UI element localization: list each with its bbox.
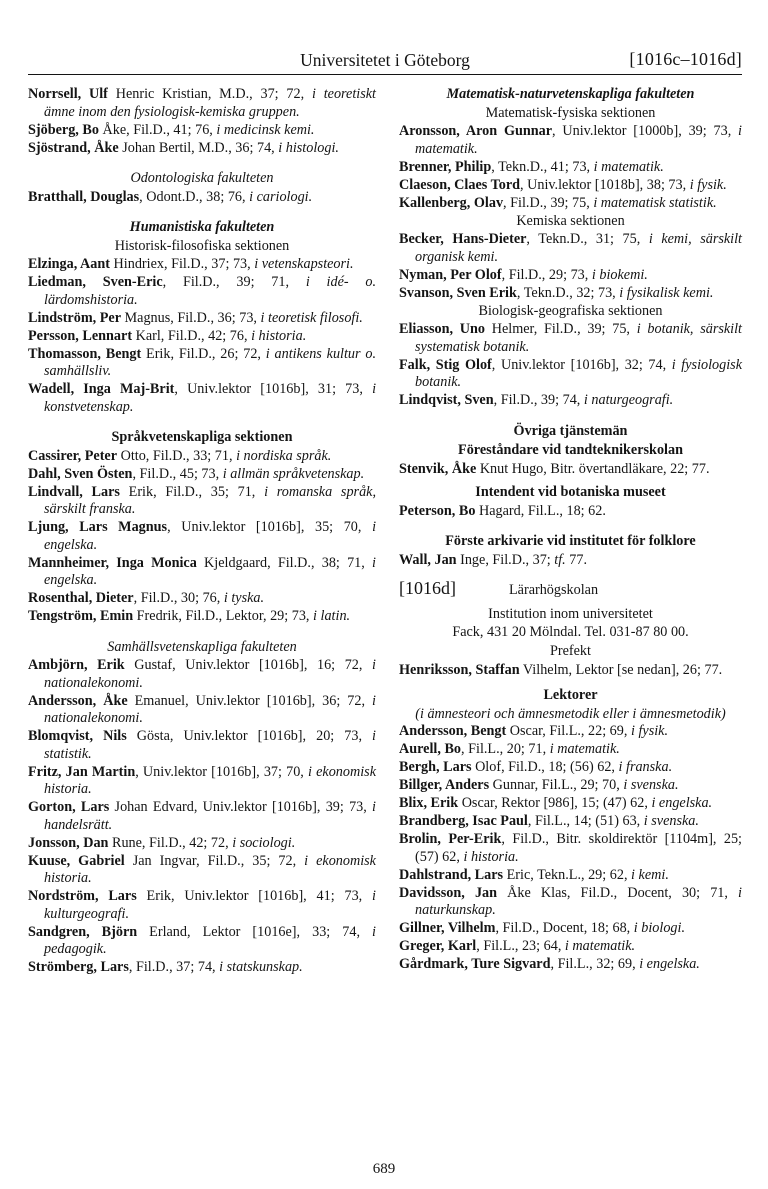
entry-name: Elzinga, Aant	[28, 256, 110, 272]
directory-entry	[399, 885, 742, 920]
directory-entry	[28, 346, 376, 381]
entry-details: Helmer, Fil.D., 39; 75,	[484, 321, 637, 337]
entry-details: Kjeldgaard, Fil.D., 38; 71,	[196, 554, 373, 571]
entry-name: Norrsell, Ulf	[28, 86, 108, 102]
entry-name: Gillner, Vilhelm	[399, 920, 496, 936]
directory-entry	[399, 461, 742, 479]
entry-details: , Fil.L., 20; 71,	[461, 741, 550, 757]
directory-entry	[399, 552, 742, 570]
entry-name: Dahl, Sven Östen	[28, 465, 133, 482]
directory-entry	[399, 321, 742, 356]
directory-entry	[28, 381, 376, 416]
entry-details: , Fil.D., Docent, 18; 68,	[495, 920, 634, 936]
entry-details: Inge, Fil.D., 37;	[456, 551, 555, 568]
entry-name: Dahlstrand, Lars	[399, 866, 504, 883]
directory-entry	[399, 920, 742, 938]
entry-details: Vilhelm, Lektor [se nedan], 26; 77.	[519, 661, 723, 678]
entry-subject: i biologi.	[633, 920, 686, 936]
directory-entry	[399, 392, 742, 410]
faculty-heading: Samhällsvetenskapliga fakulteten	[107, 638, 297, 655]
entry-subject: i medicinsk kemi.	[216, 121, 315, 138]
entry-subject: i konstvetenskap.	[44, 381, 377, 415]
entry-details: Eric, Tekn.L., 29; 62,	[503, 866, 632, 883]
directory-entry	[28, 835, 376, 853]
entry-subject: i sociologi.	[232, 834, 296, 851]
entry-name: Becker, Hans-Dieter	[399, 231, 527, 247]
entry-subject: i ekonomisk historia.	[44, 852, 376, 886]
entry-details: Oscar, Fil.L., 22; 69,	[506, 723, 631, 739]
directory-entry	[28, 140, 376, 158]
directory-entry	[28, 924, 376, 959]
entry-name: Gorton, Lars	[28, 799, 110, 815]
entry-details: Oscar, Rektor [986], 15; (47) 62,	[458, 795, 652, 811]
entry-subject: i nordiska språk.	[236, 447, 332, 464]
entry-subject: i nationalekonomi.	[44, 692, 376, 726]
entry-subject: i cariologi.	[249, 188, 313, 205]
entry-details: , Univ.lektor [1016b], 32; 74,	[491, 356, 672, 373]
entry-name: Tengström, Emin	[28, 608, 134, 624]
entry-subject: i allmän språkvetenskap.	[222, 465, 365, 482]
entry-group	[399, 662, 742, 680]
entry-details: , Fil.L., 23; 64,	[476, 938, 565, 954]
entry-subject: i antikens kultur o. samhällsliv.	[44, 345, 376, 379]
institution-name: Lärarhögskolan	[509, 582, 599, 598]
entry-subject: i kemi.	[631, 866, 669, 883]
section-heading: Kemiska sektionen	[516, 212, 625, 229]
institution-block	[399, 578, 742, 641]
directory-entry	[28, 189, 376, 207]
directory-entry	[399, 777, 742, 795]
directory-entry	[28, 122, 376, 140]
entry-name: Wadell, Inga Maj-Brit	[28, 381, 175, 397]
section-heading: Språkvetenskapliga sektionen	[111, 429, 293, 445]
entry-name: Ambjörn, Erik	[28, 657, 125, 673]
entry-subject: i engelska.	[651, 795, 713, 811]
directory-entry	[28, 693, 376, 728]
section-heading: Matematisk-fysiska sektionen	[485, 104, 656, 121]
entry-name: Falk, Stig Olof	[399, 356, 492, 373]
entry-name: Sjöberg, Bo	[28, 121, 99, 138]
subsection-heading: Intendent vid botaniska museet	[475, 484, 666, 500]
entry-name: Rosenthal, Dieter	[28, 590, 134, 606]
directory-entry	[399, 759, 742, 777]
institution-header	[399, 578, 742, 606]
section-heading: Lektorer	[543, 687, 598, 703]
directory-entry	[399, 159, 742, 177]
institution-line: Institution inom universitetet	[488, 606, 653, 622]
directory-entry	[399, 723, 742, 741]
section-heading: Övriga tjänstemän	[513, 422, 628, 439]
entry-details: Gösta, Univ.lektor [1016b], 20; 73,	[126, 728, 373, 744]
entry-name: Fritz, Jan Martin	[28, 763, 136, 780]
header-title: Universitetet i Göteborg	[300, 50, 470, 70]
directory-entry	[399, 831, 742, 866]
entry-subject: i svenska.	[643, 813, 699, 829]
entry-group	[399, 723, 742, 974]
directory-entry	[28, 256, 376, 274]
entry-details: , Odont.D., 38; 76,	[139, 188, 250, 205]
directory-entry	[28, 657, 376, 692]
entry-group	[28, 657, 376, 977]
entry-details: , Univ.lektor [1016b], 31; 73,	[174, 381, 373, 397]
entry-details: , Fil.L., 32; 69,	[550, 956, 640, 972]
entry-details: Hagard, Fil.L., 18; 62.	[475, 502, 606, 519]
directory-entry	[399, 795, 742, 813]
entry-details: Karl, Fil.D., 42; 76,	[132, 327, 252, 344]
entry-details: , Fil.D., 39; 75,	[503, 194, 594, 211]
entry-subject: i fysik.	[630, 723, 669, 739]
entry-name: Greger, Karl	[399, 938, 477, 954]
subsection-heading: Förste arkivarie vid institutet för folklore	[445, 533, 696, 549]
right-column	[399, 86, 742, 974]
entry-subject: i pedagogik.	[44, 923, 376, 957]
directory-entry	[399, 813, 742, 831]
entry-name: Bratthall, Douglas	[28, 188, 140, 205]
entry-group	[28, 189, 376, 207]
directory-entry	[399, 177, 742, 195]
entry-name: Nyman, Per Olof	[399, 266, 502, 283]
entry-subject: i kemi, särskilt organisk kemi.	[415, 231, 743, 265]
section-note: (i ämnesteori och ämnesmetodik eller i ämnesmetodik)	[415, 705, 726, 722]
entry-subject: i matematik.	[564, 938, 636, 954]
directory-entry	[28, 608, 376, 626]
section-heading: Prefekt	[550, 643, 591, 659]
entry-details: Fredrik, Fil.D., Lektor, 29; 73,	[133, 608, 314, 624]
entry-subject: i franska.	[618, 759, 673, 775]
subsection-heading: Föreståndare vid tandteknikerskolan	[458, 442, 683, 458]
entry-details: , Univ.lektor [1018b], 38; 73,	[520, 176, 690, 193]
entry-subject: i matematisk statistik.	[593, 194, 717, 211]
directory-entry	[28, 555, 376, 590]
entry-subject: i botanik, särskilt systematisk botanik.	[415, 321, 742, 355]
entry-name: Claeson, Claes Tord	[399, 176, 521, 193]
entry-subject: i matematik.	[549, 741, 620, 757]
faculty-heading: Matematisk-naturvetenskapliga fakulteten	[446, 86, 695, 102]
entry-subject: i nationalekonomi.	[44, 657, 376, 691]
entry-group	[28, 256, 376, 416]
directory-entry	[399, 662, 742, 680]
entry-name: Svanson, Sven Erik	[399, 284, 517, 301]
directory-entry	[28, 959, 376, 977]
entry-subject: i historia.	[251, 327, 307, 344]
entry-details: Åke Klas, Fil.D., Docent, 30; 71,	[497, 884, 739, 901]
entry-group	[399, 461, 742, 479]
entry-name: Aronsson, Aron Gunnar	[399, 123, 553, 139]
directory-entry	[399, 285, 742, 303]
entry-subject: i kulturgeografi.	[44, 888, 376, 922]
entry-details: Jan Ingvar, Fil.D., 35; 72,	[124, 852, 305, 869]
directory-entry	[399, 741, 742, 759]
entry-details: , Fil.D., 37; 74,	[128, 959, 220, 975]
entry-details: Henric Kristian, M.D., 37; 72,	[107, 86, 312, 102]
entry-name: Henriksson, Staffan	[399, 661, 520, 678]
directory-entry	[28, 466, 376, 484]
entry-details: Johan Bertil, M.D., 36; 74,	[118, 139, 279, 156]
entry-subject: i engelska.	[44, 554, 376, 588]
entry-details: , Fil.D., 45; 73,	[132, 465, 223, 482]
entry-name: Ljung, Lars Magnus	[28, 519, 168, 535]
entry-details: Magnus, Fil.D., 36; 73,	[121, 309, 261, 326]
entry-subject: i matematik.	[415, 123, 742, 157]
entry-details: Erik, Fil.D., 26; 72,	[141, 345, 266, 362]
entry-name: Mannheimer, Inga Monica	[28, 554, 197, 571]
header-code: [1016c–1016d]	[629, 49, 742, 69]
entry-details: Erik, Univ.lektor [1016b], 41; 73,	[136, 888, 373, 904]
entry-subject: i ekonomisk historia.	[44, 763, 377, 797]
entry-subject: i romanska språk, särskilt franska.	[44, 483, 377, 517]
directory-entry	[28, 86, 376, 121]
entry-name: Billger, Anders	[399, 777, 490, 793]
entry-name: Lindqvist, Sven	[399, 392, 494, 408]
entry-subject: i latin.	[313, 608, 351, 624]
entry-name: Peterson, Bo	[399, 502, 476, 519]
entry-details: Emanuel, Univ.lektor [1016b], 36; 72,	[127, 692, 373, 709]
directory-entry	[28, 799, 376, 834]
directory-entry	[399, 231, 742, 266]
entry-name: Strömberg, Lars	[28, 959, 129, 975]
section-heading: Odontologiska fakulteten	[130, 170, 274, 186]
entry-name: Davidsson, Jan	[399, 884, 498, 901]
entry-subject: i naturgeografi.	[583, 392, 674, 408]
directory-entry	[28, 590, 376, 608]
entry-subject: i engelska.	[44, 519, 377, 553]
left-column	[28, 86, 376, 977]
entry-subject: tf.	[554, 551, 566, 568]
entry-subject: i histologi.	[278, 139, 339, 156]
directory-entry	[399, 195, 742, 213]
directory-entry	[28, 448, 376, 466]
entry-details: , Tekn.D., 31; 75,	[526, 231, 649, 247]
entry-name: Sandgren, Björn	[28, 923, 138, 940]
entry-name: Eliasson, Uno	[399, 321, 485, 337]
directory-entry	[399, 503, 742, 521]
entry-details: , Fil.L., 14; (51) 63,	[527, 813, 644, 829]
entry-subject: i naturkunskap.	[415, 884, 742, 918]
entry-subject: i handelsrätt.	[44, 799, 376, 833]
entry-group	[399, 231, 742, 302]
institution-address: Fack, 431 20 Mölndal. Tel. 031-87 80 00.	[452, 623, 689, 640]
entry-tail: 77.	[565, 551, 588, 568]
entry-details: Otto, Fil.D., 33; 71,	[117, 447, 237, 464]
entry-name: Brandberg, Isac Paul	[399, 813, 528, 829]
entry-details: , Fil.D., 39; 74,	[493, 392, 584, 408]
entry-details: Erland, Lektor [1016e], 33; 74,	[137, 923, 373, 940]
entry-subject: i fysik.	[689, 176, 727, 193]
directory-entry	[399, 123, 742, 158]
entry-name: Kuuse, Gabriel	[28, 852, 125, 869]
entry-subject: i teoretisk filosofi.	[260, 309, 363, 326]
directory-entry	[28, 764, 376, 799]
directory-entry	[399, 357, 742, 392]
directory-entry	[28, 728, 376, 763]
entry-details: , Tekn.D., 41; 73,	[491, 158, 594, 175]
entry-name: Aurell, Bo	[399, 741, 462, 757]
entry-subject: i statskunskap.	[219, 959, 303, 975]
faculty-heading: Humanistiska fakulteten	[129, 219, 275, 235]
institution-code: [1016d]	[399, 578, 456, 598]
entry-name: Persson, Lennart	[28, 327, 133, 344]
entry-name: Nordström, Lars	[28, 888, 137, 904]
directory-entry	[399, 867, 742, 885]
entry-group	[399, 552, 742, 570]
entry-details: Hindriex, Fil.D., 37; 73,	[110, 256, 255, 272]
entry-subject: i idé- o. lärdomshistoria.	[44, 274, 377, 308]
directory-entry	[28, 484, 376, 519]
entry-name: Brenner, Philip	[399, 158, 492, 175]
entry-details: , Univ.lektor [1016b], 37; 70,	[135, 763, 309, 780]
entry-name: Liedman, Sven-Eric	[28, 274, 163, 290]
entry-subject: i historia.	[463, 848, 519, 865]
entry-details: Erik, Fil.D., 35; 71,	[119, 483, 265, 500]
entry-details: , Univ.lektor [1016b], 35; 70,	[167, 519, 373, 535]
section-heading: Historisk-filosofiska sektionen	[114, 237, 290, 254]
entry-group	[399, 321, 742, 410]
section-heading: Biologisk-geografiska sektionen	[478, 302, 663, 319]
directory-entry	[28, 853, 376, 888]
entry-subject: i fysikalisk kemi.	[619, 284, 714, 301]
entry-name: Kallenberg, Olav	[399, 194, 504, 211]
entry-name: Sjöstrand, Åke	[28, 139, 119, 156]
entry-group	[28, 448, 376, 626]
entry-details: Gustaf, Univ.lektor [1016b], 16; 72,	[124, 657, 373, 673]
entry-details: Olof, Fil.D., 18; (56) 62,	[471, 759, 619, 775]
directory-entry	[28, 274, 376, 309]
entry-name: Blix, Erik	[399, 795, 459, 811]
entry-name: Thomasson, Bengt	[28, 345, 142, 362]
entry-name: Andersson, Åke	[28, 692, 128, 709]
entry-group	[399, 503, 742, 521]
running-header	[28, 48, 742, 75]
entry-name: Jonsson, Dan	[28, 834, 109, 851]
directory-entry	[399, 956, 742, 974]
entry-subject: i tyska.	[223, 590, 265, 606]
entry-subject: i biokemi.	[591, 266, 648, 283]
entry-details: , Univ.lektor [1000b], 39; 73,	[552, 123, 739, 139]
entry-name: Lindvall, Lars	[28, 483, 120, 500]
entry-details: Åke, Fil.D., 41; 76,	[98, 121, 217, 138]
entry-subject: i matematik.	[593, 158, 664, 175]
entry-name: Blomqvist, Nils	[28, 728, 127, 744]
directory-entry	[28, 328, 376, 346]
entry-name: Cassirer, Peter	[28, 447, 118, 464]
directory-entry	[399, 267, 742, 285]
page-number: 689	[372, 1161, 396, 1177]
entry-subject: i statistik.	[44, 728, 376, 762]
entry-name: Wall, Jan	[399, 551, 457, 568]
entry-details: Gunnar, Fil.L., 29; 70,	[489, 777, 624, 793]
entry-name: Bergh, Lars	[399, 759, 472, 775]
entry-details: , Fil.D., 29; 73,	[501, 266, 592, 283]
entry-name: Lindström, Per	[28, 309, 121, 326]
entry-subject: i teoretiskt ämne inom den fysiologisk-kemiska gruppen.	[44, 86, 376, 120]
directory-entry	[28, 519, 376, 554]
entry-subject: i engelska.	[639, 956, 700, 972]
entry-details: Rune, Fil.D., 42; 72,	[108, 834, 233, 851]
entry-subject: i vetenskapsteori.	[254, 256, 354, 272]
entry-details: , Fil.D., 39; 71,	[162, 274, 306, 290]
entry-details: , Fil.D., 30; 76,	[133, 590, 224, 606]
entry-subject: i svenska.	[623, 777, 679, 793]
entry-name: Andersson, Bengt	[399, 723, 507, 739]
entry-subject: i fysiologisk botanik.	[415, 356, 742, 390]
directory-entry	[28, 888, 376, 923]
entry-group	[399, 123, 742, 212]
entry-name: Gårdmark, Ture Sigvard	[399, 956, 551, 972]
entry-details: , Tekn.D., 32; 73,	[516, 284, 620, 301]
entry-group	[28, 86, 376, 157]
directory-entry	[399, 938, 742, 956]
entry-details: Knut Hugo, Bitr. övertandläkare, 22; 77.	[476, 460, 710, 477]
entry-details: , Fil.D., Bitr. skoldirektör [1104m], 25; (57) 62,	[415, 831, 742, 865]
entry-name: Stenvik, Åke	[399, 460, 477, 477]
entry-details: Johan Edvard, Univ.lektor [1016b], 39; 73,	[109, 799, 373, 815]
entry-name: Brolin, Per-Erik	[399, 831, 502, 847]
directory-entry	[28, 310, 376, 328]
